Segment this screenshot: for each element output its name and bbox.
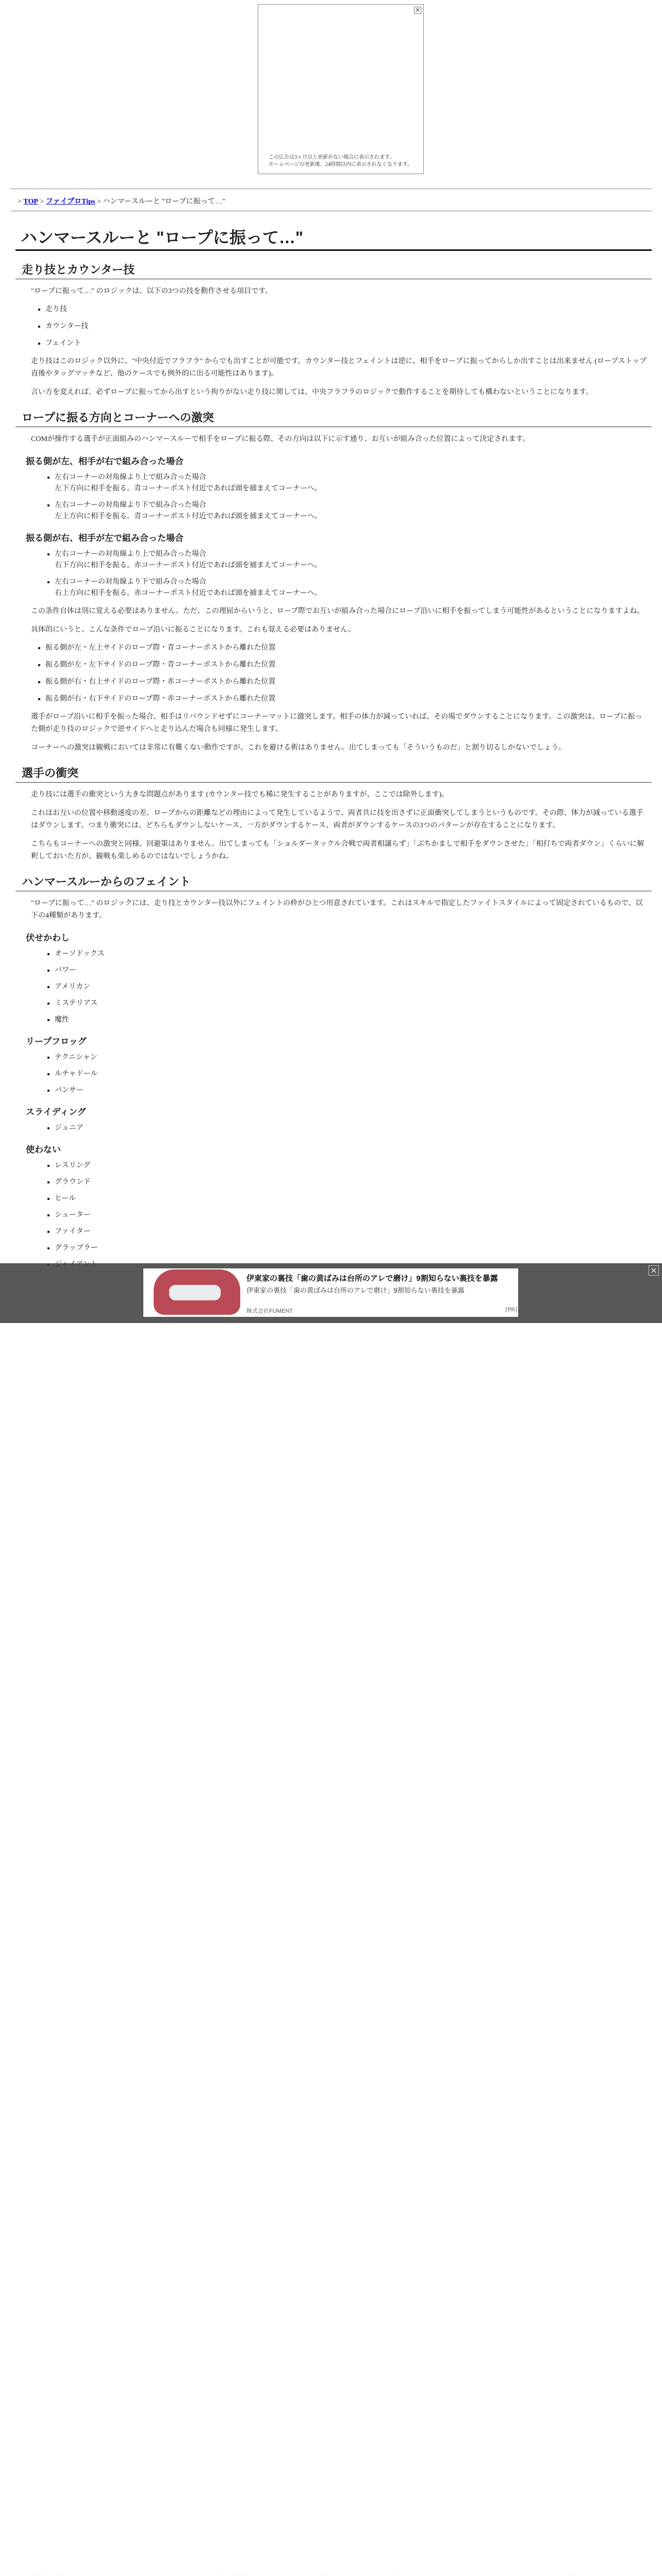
condition-list xyxy=(15,549,652,599)
fight-style-list xyxy=(15,1052,652,1096)
ad-notice-line-2: ホームページの更新後、24時間以内に表示されなくなります。 xyxy=(269,162,412,167)
breadcrumb-current: ハンマースルーと "ロープに振って…" xyxy=(103,198,225,206)
technique-list xyxy=(15,304,652,349)
list-item: ▪ 振る側が左・左上サイドのロープ際・青コーナーポストから離れた位置 xyxy=(45,642,652,654)
list-item: ▪ ヒール xyxy=(55,1193,652,1205)
paragraph xyxy=(31,2573,655,2576)
condition-text: ▪ 左右コーナーの対角線より下で組み合った場合 xyxy=(55,578,206,586)
list-item: ▪ カウンター技 xyxy=(45,321,652,332)
ad-description[interactable]: 伊東家の裏技「歯の黄ばみは台所のアレで磨け」9割知らない裏技を暴露 xyxy=(246,1286,465,1294)
ad-banner-top[interactable] xyxy=(258,4,424,174)
close-icon[interactable]: × xyxy=(415,6,421,13)
ad-title[interactable]: 伊東家の裏技「歯の黄ばみは台所のアレで磨け」9割知らない裏技を暴露 xyxy=(246,1274,498,1283)
section-heading: ハンマースルーからのフェイント xyxy=(15,874,652,891)
list-item: ▪ ミステリアス xyxy=(55,998,652,1009)
fight-style-list xyxy=(15,1123,652,1134)
list-item: ▪ レスリング xyxy=(55,1160,652,1172)
paragraph: "ロープに振って…" のロジックには、走り技とカウンター技以外にフェイントの枠がひとつ用意されています。これはスキルで指定したファイトスタイルによって固定されているもので、以下の4種類があります。 xyxy=(31,900,643,920)
breadcrumb-link-top[interactable]: TOP xyxy=(23,198,38,206)
rope-position-list xyxy=(15,642,652,705)
breadcrumb-separator: > xyxy=(96,198,101,206)
breadcrumb-prefix: > xyxy=(18,198,22,206)
list-item xyxy=(55,577,652,599)
breadcrumb-link-tips[interactable]: ファイプロTips xyxy=(45,198,95,206)
list-item: ▪ オーソドックス xyxy=(55,948,652,960)
list-item: ▪ パワー xyxy=(55,965,652,976)
ad-thumbnail[interactable] xyxy=(154,1269,240,1315)
subsection-heading: 振る側が右、相手が左で組み合った場合 xyxy=(26,533,184,543)
paragraph: こちらもコーナーへの激突と同様、回避策はありません。出てしまっても「ショルダータックル合戦で両者相譲らず」「ぶちかましで相手をダウンさせた」「相打ちで両者ダウン」くらいに解釈しておいた方が、観戦も楽しめるのではないでしょうかね。 xyxy=(31,840,644,860)
list-item xyxy=(55,472,652,495)
list-item: ▪ グラップラー xyxy=(55,1243,652,1254)
ad-thumbnail-detail xyxy=(169,1285,221,1300)
section-heading: 選手の衝突 xyxy=(15,766,652,783)
ad-pr-label: [PR] xyxy=(505,1306,517,1313)
list-item: ▪ ジュニア xyxy=(55,1123,652,1134)
subsection-heading: 振る側が左、相手が右で組み合った場合 xyxy=(26,456,184,466)
paragraph: これはお互いの位置や移動速度の差、ロープからの距離などの理由によって発生しているようで、両者共に技を出さずに正面衝突してしまうというものです。その際、体力が減っている選手はダウンします。つまり衝突には、どちらもダウンしないケース、一方がダウンするケース、両者がダウンするケースの3つのパターンが存在することになります。 xyxy=(31,809,643,829)
result-text: 右下方向に相手を振る。赤コーナーポスト付近であれば頭を捕まえてコーナーへ。 xyxy=(55,562,322,569)
paragraph: 走り技はこのロジック以外に、"中央付近でフラフラ" からでも出すことが可能です。カウンター技とフェイントは逆に、相手をロープに振ってからしか出すことは出来ません (ロープストップ直後やタッグマッチなど、他のケースでも例外的に出る可能性はあります)。 xyxy=(31,358,647,378)
result-text: 右上方向に相手を振る。赤コーナーポスト付近であれば頭を捕まえてコーナーへ。 xyxy=(55,589,322,597)
list-item xyxy=(55,500,652,522)
paragraph: COMが操作する選手が正面組みのハンマースルーで相手をロープに振る際、その方向は以下に示す通り、お互いが組み合った位置によって決定されます。 xyxy=(31,435,530,443)
list-item: ▪ シューター xyxy=(55,1210,652,1221)
list-item: ▪ 振る側が左・左下サイドのロープ際・青コーナーポストから離れた位置 xyxy=(45,659,652,671)
paragraph: この条件自体は別に覚える必要はありません。ただ、この理屈からいうと、ロープ際でお互いが組み合った場合にロープ沿いに相手を振ってしまう可能性があるということになりますよね。 xyxy=(31,607,644,615)
paragraph: 選手がロープ沿いに相手を振った場合、相手はリバウンドせずにコーナーマットに激突します。相手の体力が減っていれば、その場でダウンすることになります。この激突は、ロープに振った側が走り技のロジックで逆サイドへと走り込んだ場合も同様に発生します。 xyxy=(31,713,642,733)
condition-text: ▪ 左右コーナーの対角線より上で組み合った場合 xyxy=(55,473,206,481)
result-text: 左上方向に相手を振る。青コーナーポスト付近であれば頭を捕まえてコーナーへ。 xyxy=(55,513,322,520)
subsection-heading: スライディング xyxy=(26,1107,86,1117)
condition-list xyxy=(15,472,652,522)
subsection-heading: リープフロッグ xyxy=(26,1037,87,1046)
list-item: ▪ ルチャドール xyxy=(55,1069,652,1080)
list-item: ▪ ファイター xyxy=(55,1226,652,1238)
ad-overlay-bottom xyxy=(0,1263,662,1323)
list-item: ▪ パンサー xyxy=(55,1085,652,1096)
paragraph: コーナーへの激突は観戦においては非常に有難くない動作ですが、これを避ける術はありません。出てしまっても「そういうものだ」と割り切るしかないでしょう。 xyxy=(31,744,566,752)
article xyxy=(15,227,652,1277)
condition-text: ▪ 左右コーナーの対角線より上で組み合った場合 xyxy=(55,550,206,558)
ad-company: 株式会社FUMENT xyxy=(246,1308,293,1314)
result-text: 左下方向に相手を振る。青コーナーポスト付近であれば頭を捕まえてコーナーへ。 xyxy=(55,485,322,493)
paragraph: "ロープに振って…" のロジックは、以下の3つの技を動作させる項目です。 xyxy=(31,287,273,295)
paragraph: 言い方を変えれば、必ずロープに振ってから出すという拘りがない走り技に関しては、中央フラフラのロジックで動作することを期待しても構わないということになります。 xyxy=(31,388,593,396)
list-item: ▪ 魔性 xyxy=(55,1014,652,1026)
paragraph: 具体的にいうと、こんな条件でロープ沿いに振ることになります。これも覚える必要はありません。 xyxy=(31,626,356,634)
page-title: ハンマースルーと "ロープに振って…" xyxy=(15,227,652,251)
list-item: ▪ 振る側が右・右下サイドのロープ際・赤コーナーポストから離れた位置 xyxy=(45,693,652,705)
section-heading: 走り技とカウンター技 xyxy=(15,262,652,279)
ad-notice xyxy=(269,154,412,168)
subsection-heading: 伏せかわし xyxy=(26,933,70,943)
list-item: ▪ フェイント xyxy=(45,338,652,349)
breadcrumb-separator: > xyxy=(40,198,44,206)
close-icon[interactable]: × xyxy=(649,1265,659,1276)
fight-style-list xyxy=(15,1160,652,1270)
list-item: ▪ グラウンド xyxy=(55,1177,652,1188)
list-item: ▪ テクニシャン xyxy=(55,1052,652,1063)
list-item xyxy=(55,549,652,571)
condition-text: ▪ 左右コーナーの対角線より下で組み合った場合 xyxy=(55,501,206,509)
paragraph: 走り技には選手の衝突という大きな問題点があります (カウンター技でも稀に発生することがありますが、ここでは除外します)。 xyxy=(31,791,449,799)
list-item: ▪ 振る側が右・右上サイドのロープ際・赤コーナーポストから離れた位置 xyxy=(45,676,652,688)
ad-notice-line-1: この広告は3ヶ月以上更新がない場合に表示されます。 xyxy=(269,155,395,160)
breadcrumb xyxy=(10,189,652,211)
list-item: ▪ アメリカン xyxy=(55,981,652,993)
section-heading: ロープに振る方向とコーナーへの激突 xyxy=(15,410,652,427)
list-item: ▪ 走り技 xyxy=(45,304,652,315)
ad-card[interactable] xyxy=(143,1268,518,1317)
subsection-heading: 使わない xyxy=(26,1145,61,1155)
fight-style-list xyxy=(15,948,652,1026)
